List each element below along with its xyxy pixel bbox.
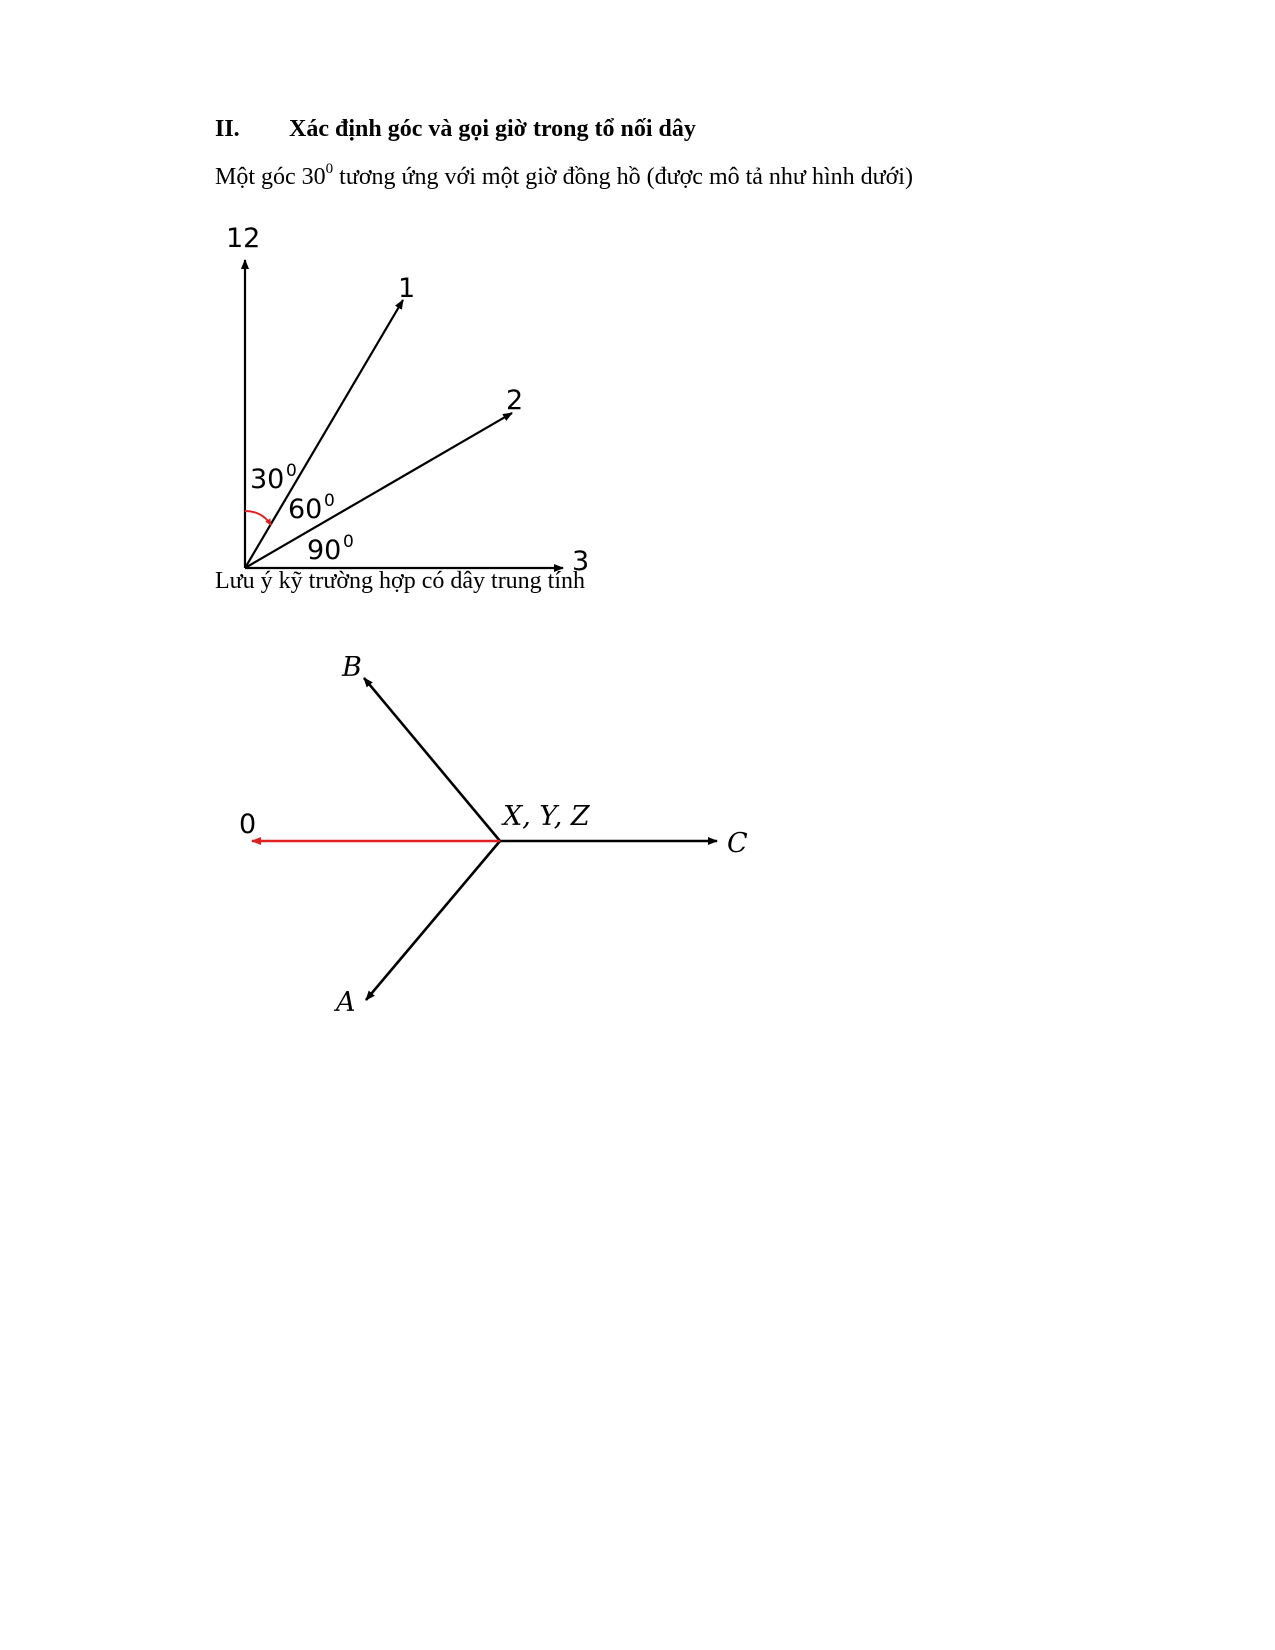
angle-arc-30 bbox=[245, 511, 271, 525]
label-b: B bbox=[342, 652, 362, 683]
note-paragraph: Lưu ý kỹ trường hợp có dây trung tính bbox=[215, 568, 586, 594]
axis-1-arrow bbox=[245, 300, 403, 568]
section-title: Xác định góc và gọi giờ trong tổ nối dây bbox=[289, 116, 696, 142]
label-a: A bbox=[336, 987, 356, 1018]
label-12: 12 bbox=[226, 223, 261, 254]
angle-sup-60: 0 bbox=[324, 491, 335, 511]
angle-label-30: 30 bbox=[250, 464, 285, 495]
label-2: 2 bbox=[506, 385, 524, 416]
label-3: 3 bbox=[572, 546, 590, 577]
angle-sup-30: 0 bbox=[286, 461, 297, 481]
label-c: C bbox=[727, 828, 748, 859]
label-1: 1 bbox=[398, 273, 416, 304]
intro-text-end: tương ứng với một giờ đồng hồ (được mô tả như hình dưới) bbox=[333, 164, 913, 190]
label-zero: 0 bbox=[239, 809, 257, 840]
intro-text-start: Một góc 30 bbox=[215, 164, 326, 190]
label-center-xyz: X, Y, Z bbox=[503, 801, 590, 832]
angle-sup-90: 0 bbox=[343, 532, 354, 552]
axis-2-arrow bbox=[245, 413, 512, 568]
angle-label-60: 60 bbox=[288, 494, 323, 525]
phasor-a-arrow bbox=[366, 841, 500, 1000]
section-number: II. bbox=[215, 116, 240, 142]
phasor-b-arrow bbox=[364, 678, 500, 841]
clock-angle-diagram bbox=[226, 223, 589, 577]
angle-label-90: 90 bbox=[307, 535, 342, 566]
neutral-phasor-diagram bbox=[239, 652, 748, 1018]
intro-degree-sup: 0 bbox=[325, 161, 334, 177]
